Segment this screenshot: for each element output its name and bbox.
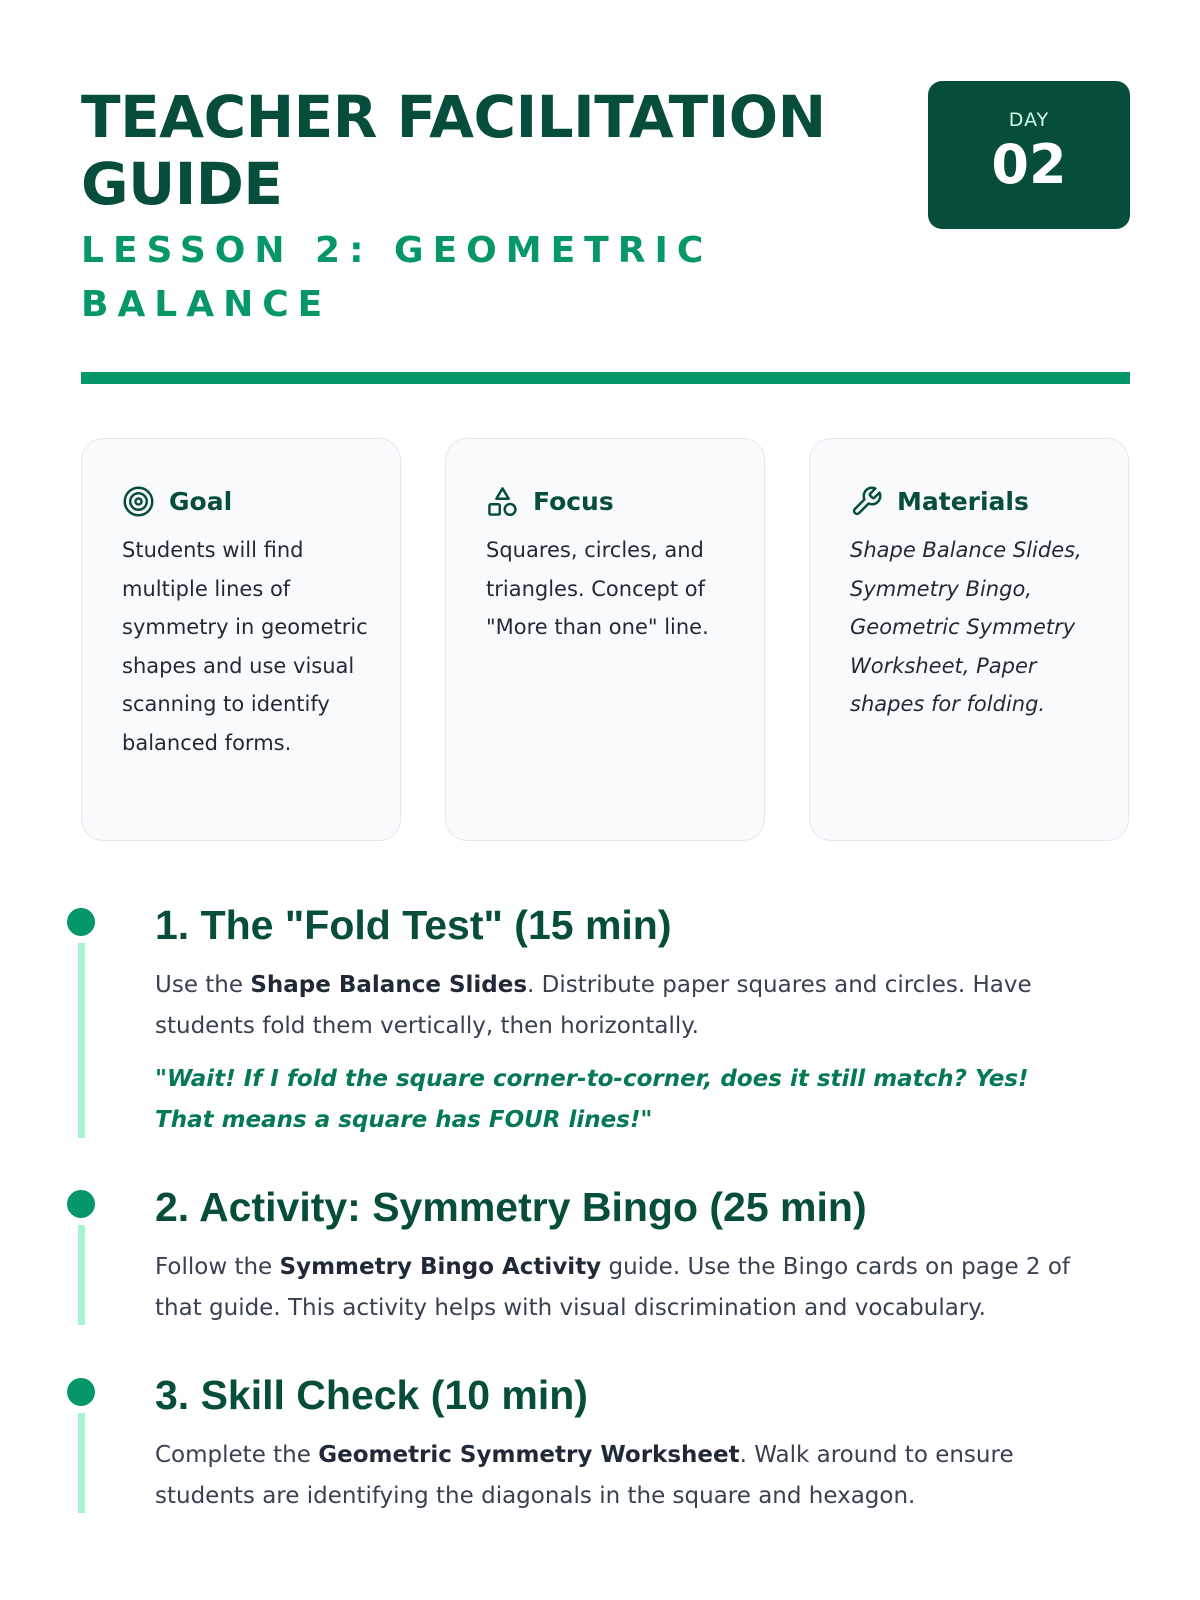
day-number: 02 (991, 133, 1067, 196)
step-title: 2. Activity: Symmetry Bingo (25 min) (155, 1184, 867, 1230)
timeline-dot (63, 1374, 99, 1410)
info-cards (81, 438, 1130, 843)
goal-card-text: Students will find multiple lines of symmetry in geometric shapes and use visual scanning to identify balanced forms. (122, 538, 368, 755)
step-text-part: . Walk around to ensure students are identifying the diagonals in the square and hexagon. (155, 1442, 1014, 1509)
goal-card-title: Goal (169, 486, 233, 516)
step-resource-name: Geometric Symmetry Worksheet (318, 1442, 740, 1468)
goal-card-header (122, 483, 232, 519)
focus-card-header (486, 483, 614, 519)
lesson-subtitle: LESSON 2: GEOMETRIC BALANCE (81, 230, 713, 325)
target-icon (122, 485, 155, 518)
step-title: 3. Skill Check (10 min) (155, 1372, 588, 1418)
timeline-dot (63, 904, 99, 940)
page-title: TEACHER FACILITATION GUIDE (81, 83, 826, 218)
step-title: 1. The "Fold Test" (15 min) (155, 902, 672, 948)
wrench-icon (850, 485, 883, 518)
step-description (155, 1247, 1105, 1329)
timeline-dot (63, 1186, 99, 1222)
step-text-part: Follow the (155, 1254, 280, 1280)
teacher-quote: "Wait! If I fold the square corner-to-corner, does it still match? Yes! That means a square has FOUR lines!" (155, 1066, 1029, 1133)
timeline-line (78, 943, 85, 1138)
timeline-line (78, 1225, 85, 1325)
step-text-part: Use the (155, 972, 251, 998)
materials-card (809, 438, 1129, 841)
header (81, 78, 1130, 328)
timeline-line (78, 1413, 85, 1513)
materials-card-text: Shape Balance Slides, Symmetry Bingo, Geometric Symmetry Worksheet, Paper shapes for folding. (850, 538, 1082, 716)
shapes-icon (486, 485, 519, 518)
materials-card-title: Materials (897, 486, 1029, 516)
focus-card-text: Squares, circles, and triangles. Concept of "More than one" line. (486, 538, 709, 639)
day-label: DAY (1008, 109, 1050, 131)
step-text-part: . Distribute paper squares and circles. Have students fold them vertically, then horizontally. (155, 972, 1032, 1039)
focus-card-title: Focus (533, 486, 614, 516)
focus-card (445, 438, 765, 841)
materials-card-header (850, 483, 1029, 519)
step-description (155, 965, 1105, 1047)
step-resource-name: Shape Balance Slides (250, 972, 528, 998)
step-text-part: Complete the (155, 1442, 319, 1468)
step-text-part: guide. Use the Bingo cards on page 2 of that guide. This activity helps with visual discrimination and vocabulary. (155, 1254, 1071, 1321)
goal-card (81, 438, 401, 841)
step-resource-name: Symmetry Bingo Activity (279, 1254, 602, 1280)
step-description (155, 1435, 1105, 1517)
facilitation-guide-page (81, 0, 1130, 1600)
day-badge (928, 81, 1130, 229)
header-divider (81, 372, 1130, 384)
